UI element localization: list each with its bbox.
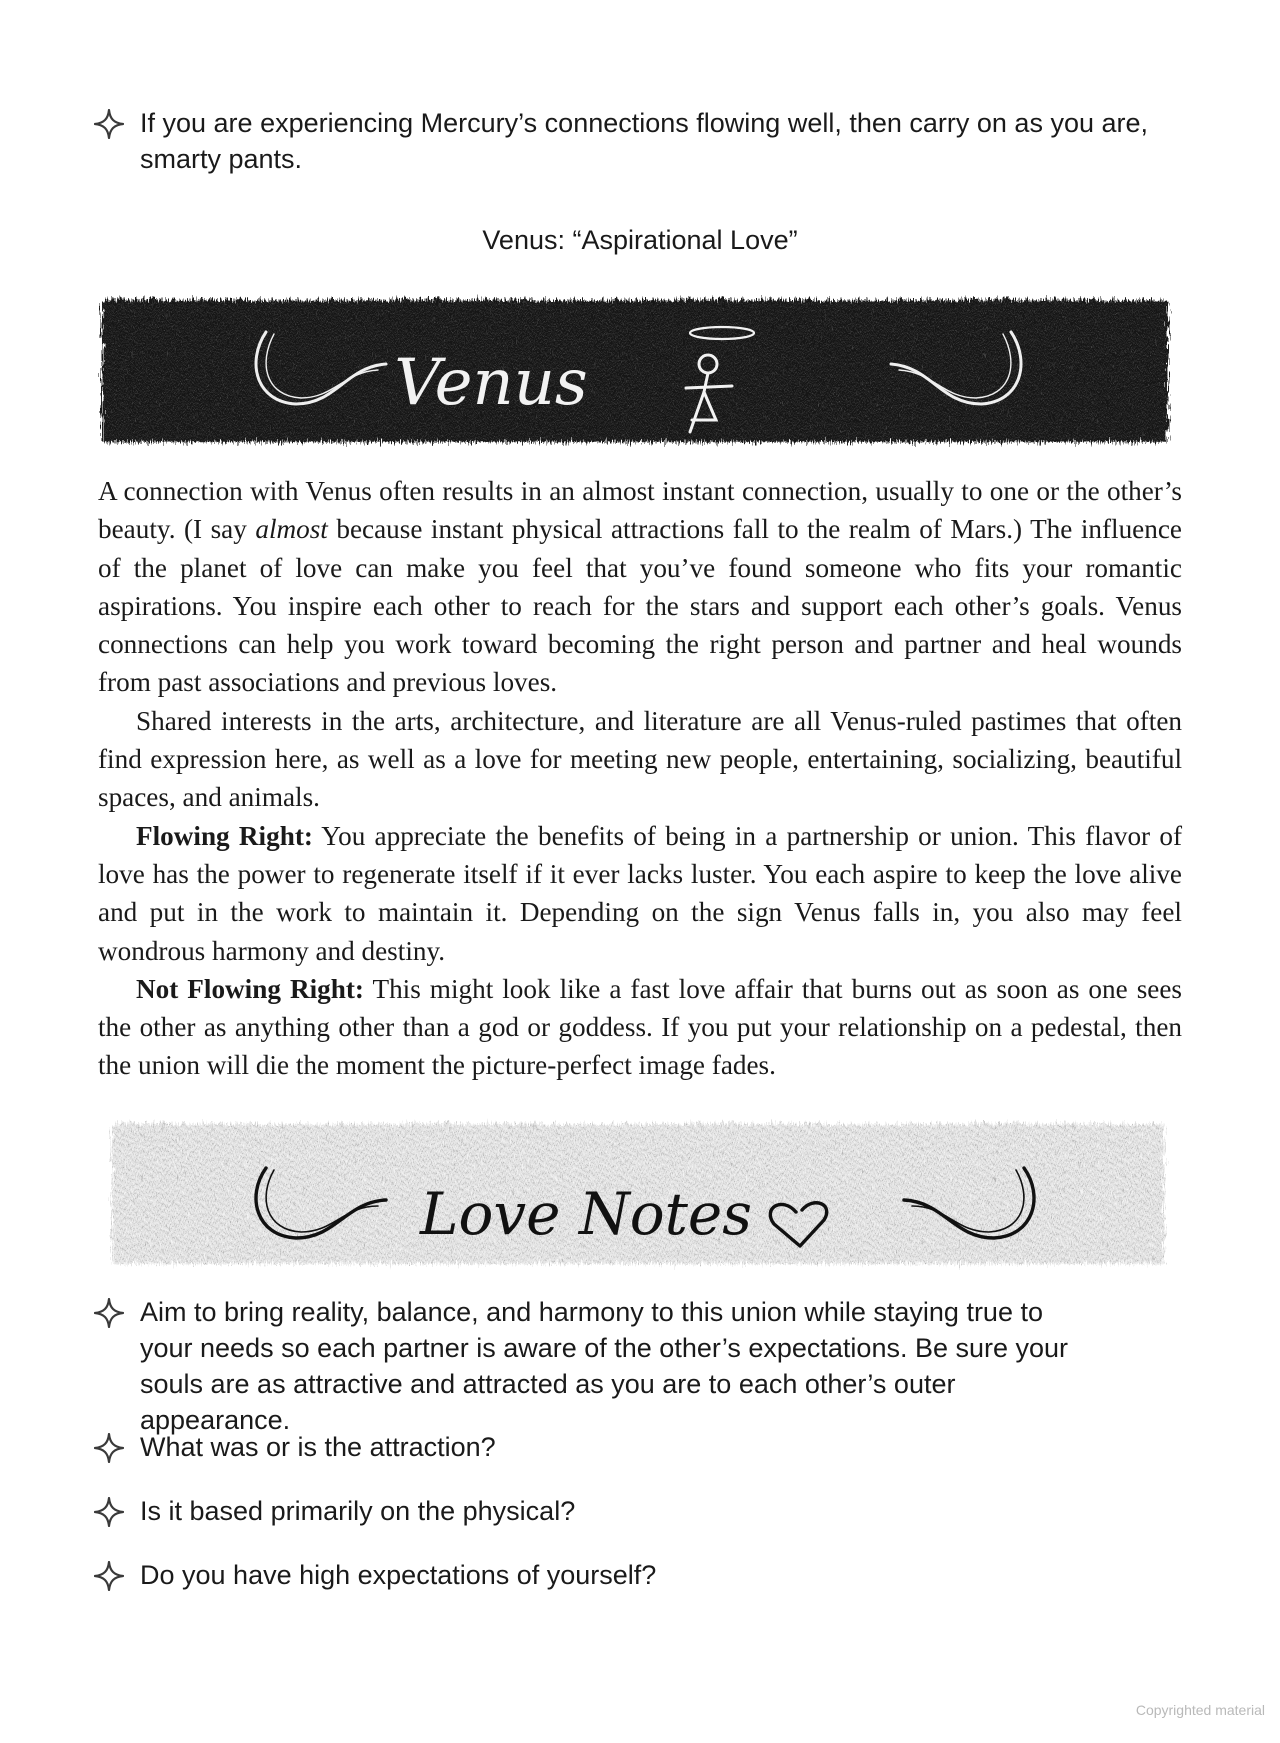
four-point-star-icon xyxy=(94,1298,124,1328)
four-point-star-icon xyxy=(94,1497,124,1527)
paragraph-intro-text: A connection with Venus often results in an almost instant connection, usually to one or the other’s beauty. (I say xyxy=(98,476,1182,545)
love-note-item xyxy=(94,1429,1174,1465)
love-note-item xyxy=(94,1294,1174,1438)
not-flowing-right-label: Not Flowing Right: xyxy=(136,973,364,1004)
four-point-star-icon xyxy=(94,109,124,139)
love-notes-banner-text: Love Notes xyxy=(419,1180,753,1248)
venus-banner-text: Venus xyxy=(394,346,588,420)
paragraph-intro xyxy=(98,472,1182,702)
flowing-right-label: Flowing Right: xyxy=(136,820,313,851)
love-note-text: Aim to bring reality, balance, and harmony to this union while staying true to your needs so each partner is aware of the other’s expectations. Be sure your souls are as attractive and attracted as you are to each other’s outer appearance. xyxy=(140,1297,1069,1435)
love-note-text: Is it based primarily on the physical? xyxy=(140,1496,576,1526)
love-note-item xyxy=(94,1557,1174,1593)
love-note-text: Do you have high expectations of yourself? xyxy=(140,1560,657,1590)
copyright-watermark: Copyrighted material xyxy=(1135,1702,1265,1718)
love-note-item xyxy=(94,1493,1174,1529)
flowing-right-text: You appreciate the benefits of being in a partnership or union. This flavor of love has the power to regenerate itself if it ever lacks luster. You each aspire to keep the love alive and put in the work to maintain it. Depending on the sign Venus falls in, you also may feel wondrous harmony and destiny. xyxy=(98,820,1182,966)
mercury-bullet xyxy=(94,105,1174,177)
paragraph-shared-interests: Shared interests in the arts, architecture, and literature are all Venus-ruled pastimes that often find expression here, as well as a love for meeting new people, entertaining, socializing, beautiful spaces, and animals. xyxy=(98,705,1182,813)
paragraph-not-flowing-right xyxy=(98,970,1182,1085)
love-note-text: What was or is the attraction? xyxy=(140,1432,496,1462)
venus-banner xyxy=(96,292,1176,448)
section-title: Venus: “Aspirational Love” xyxy=(482,225,798,255)
paragraph-intro-text-cont: because instant physical attractions fall to the realm of Mars.) The influence of the planet of love can make you feel that you’ve found someone who fits your romantic aspirations. You inspire each other to reach for the stars and support each other’s goals. Venus connections can help you work toward becoming the right person and partner and heal wounds from past associations and previous loves. xyxy=(98,514,1182,698)
four-point-star-icon xyxy=(94,1433,124,1463)
emphasis-almost: almost xyxy=(255,514,328,545)
paragraph-flowing-right xyxy=(98,817,1182,970)
four-point-star-icon xyxy=(94,1561,124,1591)
not-flowing-right-text: This might look like a fast love affair that burns out as soon as one sees the other as anything other than a god or goddess. If you put your relationship on a pedestal, then the union will die the moment the picture-perfect image fades. xyxy=(98,973,1182,1081)
venus-body xyxy=(98,472,1182,1085)
love-notes-banner xyxy=(106,1116,1172,1270)
bullet-text: If you are experiencing Mercury’s connections flowing well, then carry on as you are, smarty pants. xyxy=(140,108,1149,174)
